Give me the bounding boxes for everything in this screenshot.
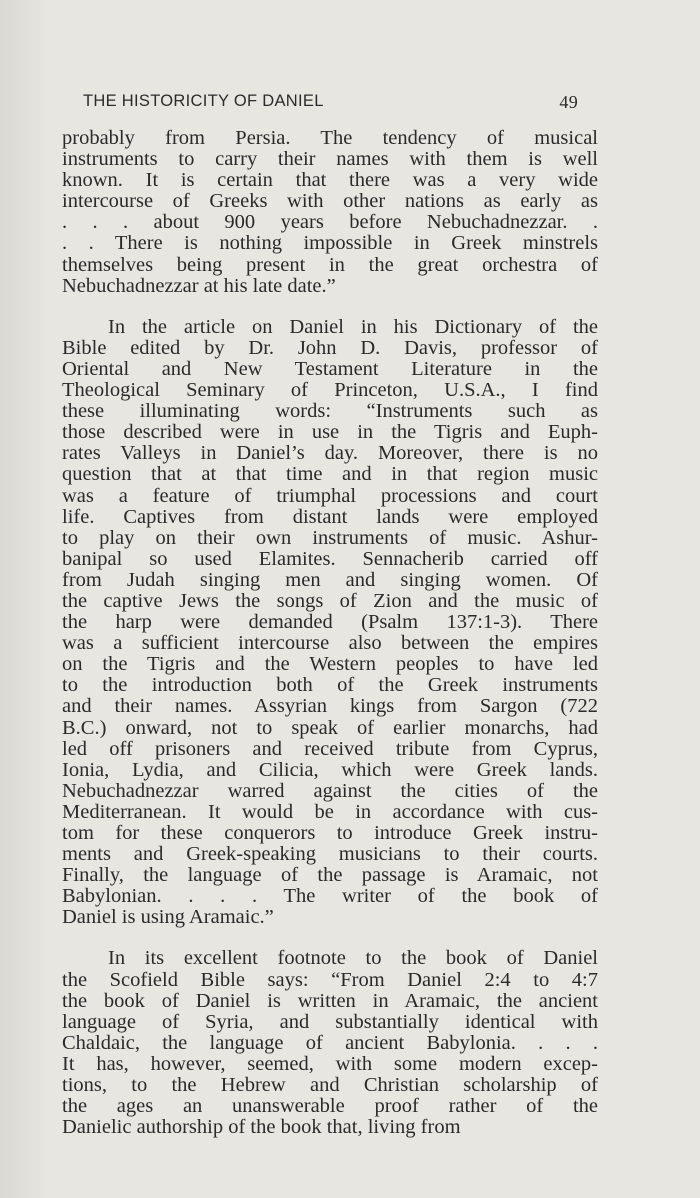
text-line: Nebuchadnezzar at his late date.” [62, 275, 336, 297]
text-line: In its excellent footnote to the book of Daniel [108, 948, 598, 970]
text-line: Chaldaic, the language of ancient Babylonia. . . . [62, 1032, 598, 1054]
paragraph [62, 948, 598, 1138]
running-title: THE HISTORICITY OF DANIEL [83, 92, 324, 110]
text-line: the ages an unanswerable proof rather of the [62, 1096, 598, 1118]
text-line: these illuminating words: “Instruments such as [62, 401, 598, 423]
text-line: the book of Daniel is written in Aramaic, the ancient [62, 990, 598, 1012]
text-line: known. It is certain that there was a very wide [62, 170, 598, 192]
text-line: Mediterranean. It would be in accordance with cus- [62, 801, 598, 823]
text-line: language of Syria, and substantially identical with [62, 1011, 598, 1033]
text-line: on the Tigris and the Western peoples to have led [62, 654, 598, 676]
text-line: Finally, the language of the passage is Aramaic, not [62, 865, 598, 887]
text-line: rates Valleys in Daniel’s day. Moreover, there is no [62, 443, 598, 465]
paragraph-gap [62, 297, 598, 317]
text-line: to play on their own instruments of music. Ashur- [62, 527, 598, 549]
text-line: led off prisoners and received tribute from Cyprus, [62, 738, 598, 760]
paragraph [62, 128, 598, 297]
text-line: question that at that time and in that region music [62, 464, 598, 486]
text-line: intercourse of Greeks with other nations as early as [62, 191, 598, 213]
text-line: from Judah singing men and singing women. Of [62, 569, 598, 591]
text-line: and their names. Assyrian kings from Sargon (722 [62, 696, 598, 718]
text-line: tom for these conquerors to introduce Greek instru- [62, 823, 598, 844]
text-line: It has, however, seemed, with some modern excep- [62, 1053, 598, 1075]
text-line: instruments to carry their names with them is well [62, 149, 598, 171]
text-line: Bible edited by Dr. John D. Davis, professor of [62, 337, 598, 359]
text-line: Oriental and New Testament Literature in the [62, 358, 598, 380]
paragraph-gap [62, 928, 598, 948]
text-line: the Scofield Bible says: “From Daniel 2:4 to 4:7 [62, 969, 598, 991]
running-header [83, 92, 578, 116]
text-line: ments and Greek-speaking musicians to their courts. [62, 844, 598, 866]
text-line: Theological Seminary of Princeton, U.S.A., I find [62, 380, 598, 402]
text-line: . . There is nothing impossible in Greek minstrels [62, 233, 598, 255]
text-line: the captive Jews the songs of Zion and the music of [62, 590, 598, 612]
page-edge-shadow [0, 0, 50, 1198]
page-number: 49 [559, 92, 578, 112]
text-line: B.C.) onward, not to speak of earlier monarchs, had [62, 717, 598, 739]
text-line: probably from Persia. The tendency of musical [62, 128, 598, 149]
text-line: tions, to the Hebrew and Christian scholarship of [62, 1075, 598, 1097]
text-line: Danielic authorship of the book that, living from [62, 1117, 461, 1139]
text-line: was a feature of triumphal processions and court [62, 485, 598, 507]
text-line: life. Captives from distant lands were employed [62, 506, 598, 528]
text-line: themselves being present in the great orchestra of [62, 254, 598, 276]
text-line: In the article on Daniel in his Dictionary of the [108, 316, 598, 338]
text-line: to the introduction both of the Greek instruments [62, 675, 598, 697]
text-line: those described were in use in the Tigris and Euph- [62, 422, 598, 444]
body-text [62, 128, 598, 1138]
text-line: Nebuchadnezzar warred against the cities of the [62, 780, 598, 802]
text-line: . . . about 900 years before Nebuchadnezzar. . [62, 212, 598, 234]
text-line: Daniel is using Aramaic.” [62, 907, 274, 929]
text-line: the harp were demanded (Psalm 137:1-3). There [62, 612, 598, 634]
text-line: Babylonian. . . . The writer of the book of [62, 886, 598, 908]
text-line: banipal so used Elamites. Sennacherib carried off [62, 548, 598, 570]
text-line: Ionia, Lydia, and Cilicia, which were Greek lands. [62, 759, 598, 781]
paragraph [62, 317, 598, 929]
text-line: was a sufficient intercourse also between the empires [62, 633, 598, 655]
